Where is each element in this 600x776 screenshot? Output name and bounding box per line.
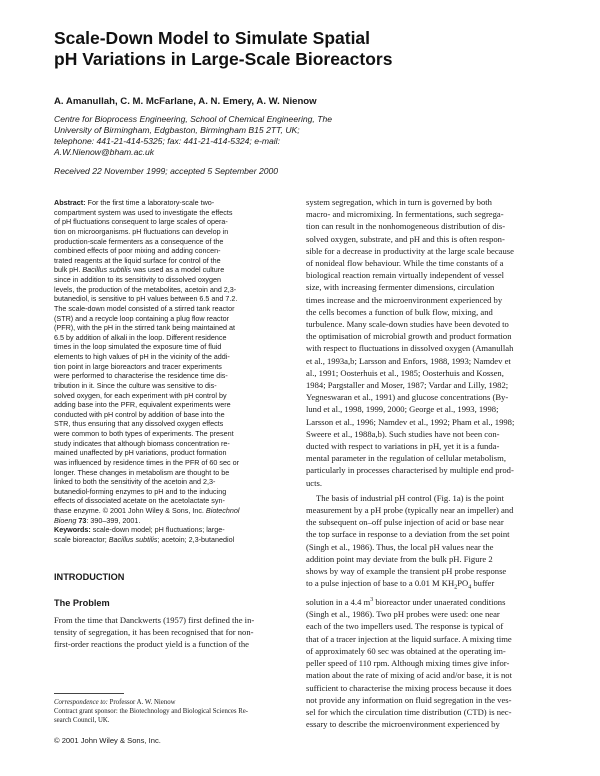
abstract-line: tion point in large bioreactors and tracer experiments (54, 361, 222, 371)
body-line: not provide any information on fluid segregation in the ves- (306, 694, 512, 705)
abstract-line: (PFR), with the pH in the stirred tank being maintained at (54, 323, 235, 333)
abstract-line: levels, the production of the metabolites, acetoin and 2,3- (54, 284, 237, 294)
body-line: measurement by a pH probe (typically near an impeller) and (306, 505, 514, 516)
abstract-line: The scale-down model consisted of a stirred tank reactor (54, 303, 235, 313)
received-dates: Received 22 November 1999; accepted 5 September 2000 (54, 166, 279, 176)
abstract-line: butanediol-forming enzymes to pH and to the inducing (54, 486, 227, 496)
body-line: sible for a decrease in productivity at the large scale because (306, 245, 514, 256)
body-line: Yegneswaran et al., 1991) and glucose concentrations (By- (306, 392, 509, 403)
abstract-line: adding base into the PFR, equivalent experiments were (54, 400, 231, 410)
abstract-line: tion on microorganisms. pH fluctuations can develop in (54, 226, 229, 236)
body-line: addition point may deviate from the bulk pH. Figure 2 (306, 553, 493, 564)
journal-name: Biotechnol (205, 506, 240, 515)
abstract-line: STR, thus ensuring that any dissolved oxygen effects (54, 419, 224, 429)
body-line: of nonideal flow behaviour. While the time constants of a (306, 258, 504, 269)
body-line: sel for which the circulation time distribution (CTD) is nec- (306, 706, 512, 717)
abstract-line: 6.5 by addition of alkali in the loop. Different residence (54, 332, 227, 342)
abstract-line: mained unaffected by pH variations, product formation (54, 448, 227, 458)
body-line: to a pulse injection of base to a 0.01 M $KH_2PO_4$ buffer (306, 578, 495, 592)
body-line: particularly in processes characterised by multiple end prod- (306, 465, 514, 476)
body-line: 1984; Pargstaller and Moser, 1987; Vardar and Lilly, 1982; (306, 380, 509, 391)
body-line: From the time that Danckwerts (1957) first defined the in- (54, 615, 255, 625)
abstract-line: conducted with pH control by addition of base into the (54, 409, 225, 419)
abstract-line: since in addition to its sensitivity to dissolved oxygen (54, 275, 221, 284)
abstract-line: of pH fluctuations consequent to large scales of opera- (54, 217, 228, 227)
abstract-line: Abstract: For the first time a laboratory-scale two- (54, 198, 215, 207)
abstract-line: longer. These changes in metabolism are thought to be (54, 467, 230, 477)
body-line: biological reaction remain virtually independent of vessel (306, 270, 505, 281)
footnotes (54, 698, 298, 726)
body-line: of approximately 60 sec was obtained at the operating im- (306, 645, 506, 656)
body-line: that of a tracer injection at the liquid surface. A mixing time (306, 633, 512, 644)
body-line: Larsson et al., 1996; Namdev et al., 1992; Pham et al., 1998; (306, 416, 515, 427)
abstract-line: thase enzyme. © 2001 John Wiley & Sons, Inc. Biotechnol (54, 506, 240, 515)
abstract-line: were common to both types of experiments. The present (54, 429, 234, 438)
grant-note: search Council, UK. (54, 717, 110, 725)
affiliation-line-2: University of Birmingham, Edgbaston, Birmingham B15 2TT, UK; (54, 125, 300, 135)
body-line: shows by way of example the transient pH probe response (306, 566, 507, 577)
body-line: et al., 1993a,b; Larsson and Enfors, 1988, 1993; Namdev et (306, 355, 511, 366)
body-line: essary to describe the microenvironment experienced by (306, 719, 500, 730)
copyright-notice: © 2001 John Wiley & Sons, Inc. (54, 736, 161, 745)
body-line: macro- and micromixing. In fermentations, such segrega- (306, 209, 504, 220)
abstract-line: linked to both the sensitivity of the acetoin and 2,3- (54, 477, 216, 487)
abstract-line: trated reagents at the liquid surface for control of the (54, 255, 221, 265)
body-line: (Singh et al., 1986). Thus, the local pH values near the (306, 541, 494, 552)
species-name: Bacillus subtilis (82, 265, 132, 275)
grant-note: Contract grant sponsor: the Biotechnology and Biological Sciences Re- (54, 708, 249, 716)
body-line: the cells becomes a function of bulk flow, mixing, and (306, 306, 493, 317)
abstract (54, 198, 294, 545)
body-line: lund et al., 1998, 1999, 2000; George et al., 1993, 1998; (306, 404, 499, 415)
abstract-line: times in the loop simulated the exposure time of fluid (54, 342, 222, 352)
author-email: A.W.Nienow@bham.ac.uk (54, 147, 155, 157)
body-line: times increase and the microenvironment experienced by (306, 294, 503, 305)
body-line: turbulence. Many scale-down studies have been devoted to (306, 319, 509, 330)
title-line-1: Scale-Down Model to Simulate Spatial (54, 28, 371, 48)
body-line: with respect to fluctuations in dissolved oxygen (Amanullah (306, 343, 514, 354)
correspondence-note: Correspondence to: Professor A. W. Nienow (54, 699, 176, 706)
section-heading-introduction: INTRODUCTION (54, 572, 125, 582)
affiliation-line-3: telephone: 441-21-414-5325; fax: 441-21-414-5324; e-mail: (54, 136, 280, 146)
body-line: the subsequent on–off pulse injection of acid or base near (306, 517, 504, 528)
body-line: peller speed of 110 rpm. Although mixing times give infor- (306, 658, 510, 669)
affiliation (54, 114, 554, 158)
body-line: tion can result in the nonhomogeneous distribution of dis- (306, 221, 506, 232)
body-line: ucts. (306, 477, 322, 488)
abstract-line: production-scale fermenters as a consequence of the (54, 236, 224, 246)
abstract-line: effects of dissociated acetate on the acetolactate syn- (54, 496, 225, 506)
author-list: A. Amanullah, C. M. McFarlane, A. N. Emery, A. W. Nienow (54, 96, 317, 107)
keywords-line: scale bioreactor; Bacillus subtilis; acetoin; 2,3-butanediol (54, 534, 235, 544)
affiliation-line-1: Centre for Bioprocess Engineering, School of Chemical Engineering, The (54, 114, 333, 124)
keywords-line: Keywords: scale-down model; pH fluctuations; large- (54, 525, 225, 535)
body-line: Sweere et al., 1988a,b). Such studies have not been con- (306, 428, 500, 439)
abstract-label: Abstract: (54, 198, 86, 207)
body-line: al., 1991; Oosterhuis et al., 1985; Oosterhuis and Kossen, (306, 367, 504, 378)
abstract-line: (STR) and a recycle loop containing a plug flow reactor (54, 313, 229, 323)
problem-paragraph (54, 614, 296, 651)
abstract-line: study indicates that although biomass concentration re- (54, 438, 230, 448)
abstract-line: butanediol, is sensitive to pH values between 6.5 and 7.2. (54, 294, 238, 304)
body-line: solved oxygen, substrate, and pH and this is often respon- (306, 233, 505, 244)
title-line-2: pH Variations in Large-Scale Bioreactors (54, 49, 393, 69)
body-line: first-order reactions the product yield is a function of the (54, 639, 249, 650)
footnote-divider (54, 693, 124, 694)
abstract-line: was influenced by residence times in the PFR of 60 sec or (54, 457, 239, 467)
body-line: system segregation, which in turn is governed by both (306, 197, 492, 207)
paper-title (54, 28, 554, 70)
body-line: sufficient to characterise the mixing process because it does (306, 682, 512, 693)
abstract-line: were performed to characterise the residence time dis- (54, 371, 228, 381)
abstract-line: elements to high values of pH in the vicinity of the addi- (54, 352, 230, 361)
subsection-heading-problem: The Problem (54, 598, 110, 608)
body-line: the optimisation of microbial growth and product formation (306, 331, 512, 342)
body-line: tensity of segregation, it has been recognised that for non- (54, 627, 254, 638)
body-line: the top surface in response to a deviation from the set point (306, 529, 510, 540)
keywords-label: Keywords: (54, 525, 91, 535)
body-line: The basis of industrial pH control (Fig. 1a) is the point (316, 492, 504, 503)
abstract-line: compartment system was used to investigate the effects (54, 207, 233, 217)
body-line: size, with increasing fermenter dimensions, circulation (306, 282, 495, 293)
abstract-line: Bioeng 73: 390–399, 2001. (54, 515, 141, 525)
body-line: mental parameter in the regulation of cellular metabolism, (306, 453, 506, 464)
body-line: (Singh et al., 1986). Two pH probes were used: one near (306, 609, 500, 620)
body-line: ducted with respect to variations in pH, yet it is a funda- (306, 441, 500, 452)
abstract-line: bulk pH. Bacillus subtilis was used as a model culture (54, 265, 225, 275)
volume-number: 73 (78, 515, 87, 525)
body-line: each of the two impellers used. The response is typical of (306, 621, 504, 632)
abstract-line: solved oxygen, for each experiment with pH control by (54, 390, 227, 400)
body-line: mation about the rate of mixing of acid and/or base, it is not (306, 670, 512, 681)
abstract-line: tribution in it. Since the culture was sensitive to dis- (54, 380, 217, 390)
body-line: solution in a 4.4 $m^3$ bioreactor under unaerated conditions (306, 597, 506, 608)
abstract-line: combined effects of poor mixing and adding concen- (54, 246, 221, 256)
right-column (306, 196, 548, 730)
